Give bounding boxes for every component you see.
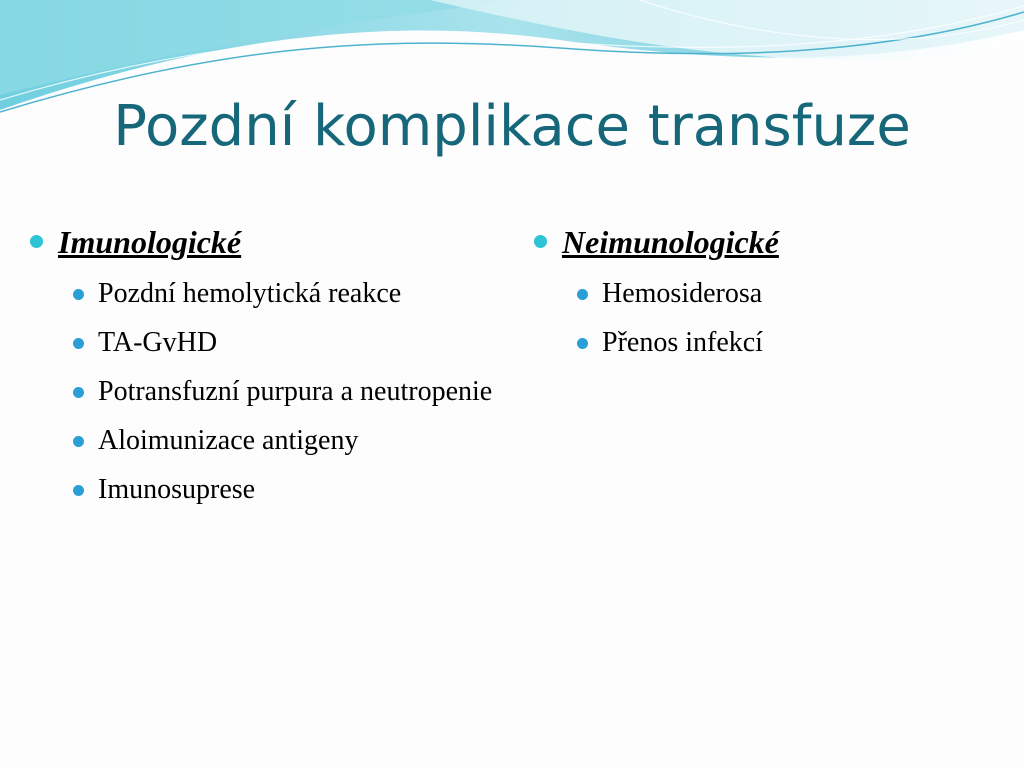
list-item <box>70 470 510 510</box>
bullet-dot-icon <box>577 338 588 349</box>
bullet-dot-icon <box>73 436 84 447</box>
list-item-text: Hemosiderosa <box>602 278 763 309</box>
bullet-dot-icon <box>73 387 84 398</box>
bullet-dot-icon <box>73 289 84 300</box>
list-item <box>70 274 510 314</box>
right-heading: Neimunologické <box>562 224 779 260</box>
list-item <box>70 323 510 363</box>
right-list <box>534 274 1004 363</box>
left-list <box>30 274 510 510</box>
bullet-dot-icon <box>73 338 84 349</box>
list-item-text: Imunosuprese <box>98 474 256 505</box>
right-column <box>534 222 1004 372</box>
list-item-text: Pozdní hemolytická reakce <box>98 278 402 309</box>
left-heading: Imunologické <box>58 224 242 260</box>
list-item <box>70 372 510 412</box>
slide-title: Pozdní komplikace transfuze <box>113 94 911 159</box>
left-heading-item <box>30 222 510 262</box>
bullet-dot-icon <box>534 235 547 248</box>
bullet-dot-icon <box>30 235 43 248</box>
bullet-dot-icon <box>73 485 84 496</box>
left-column <box>30 222 510 519</box>
list-item-text: Přenos infekcí <box>602 327 763 358</box>
list-item-text: TA-GvHD <box>98 327 218 358</box>
list-item <box>574 323 1004 363</box>
list-item <box>574 274 1004 314</box>
bullet-dot-icon <box>577 289 588 300</box>
right-heading-item <box>534 222 1004 262</box>
list-item-text: Aloimunizace antigeny <box>98 425 359 456</box>
list-item-text: Potransfuzní purpura a neutropenie <box>98 376 493 407</box>
list-item <box>70 421 510 461</box>
